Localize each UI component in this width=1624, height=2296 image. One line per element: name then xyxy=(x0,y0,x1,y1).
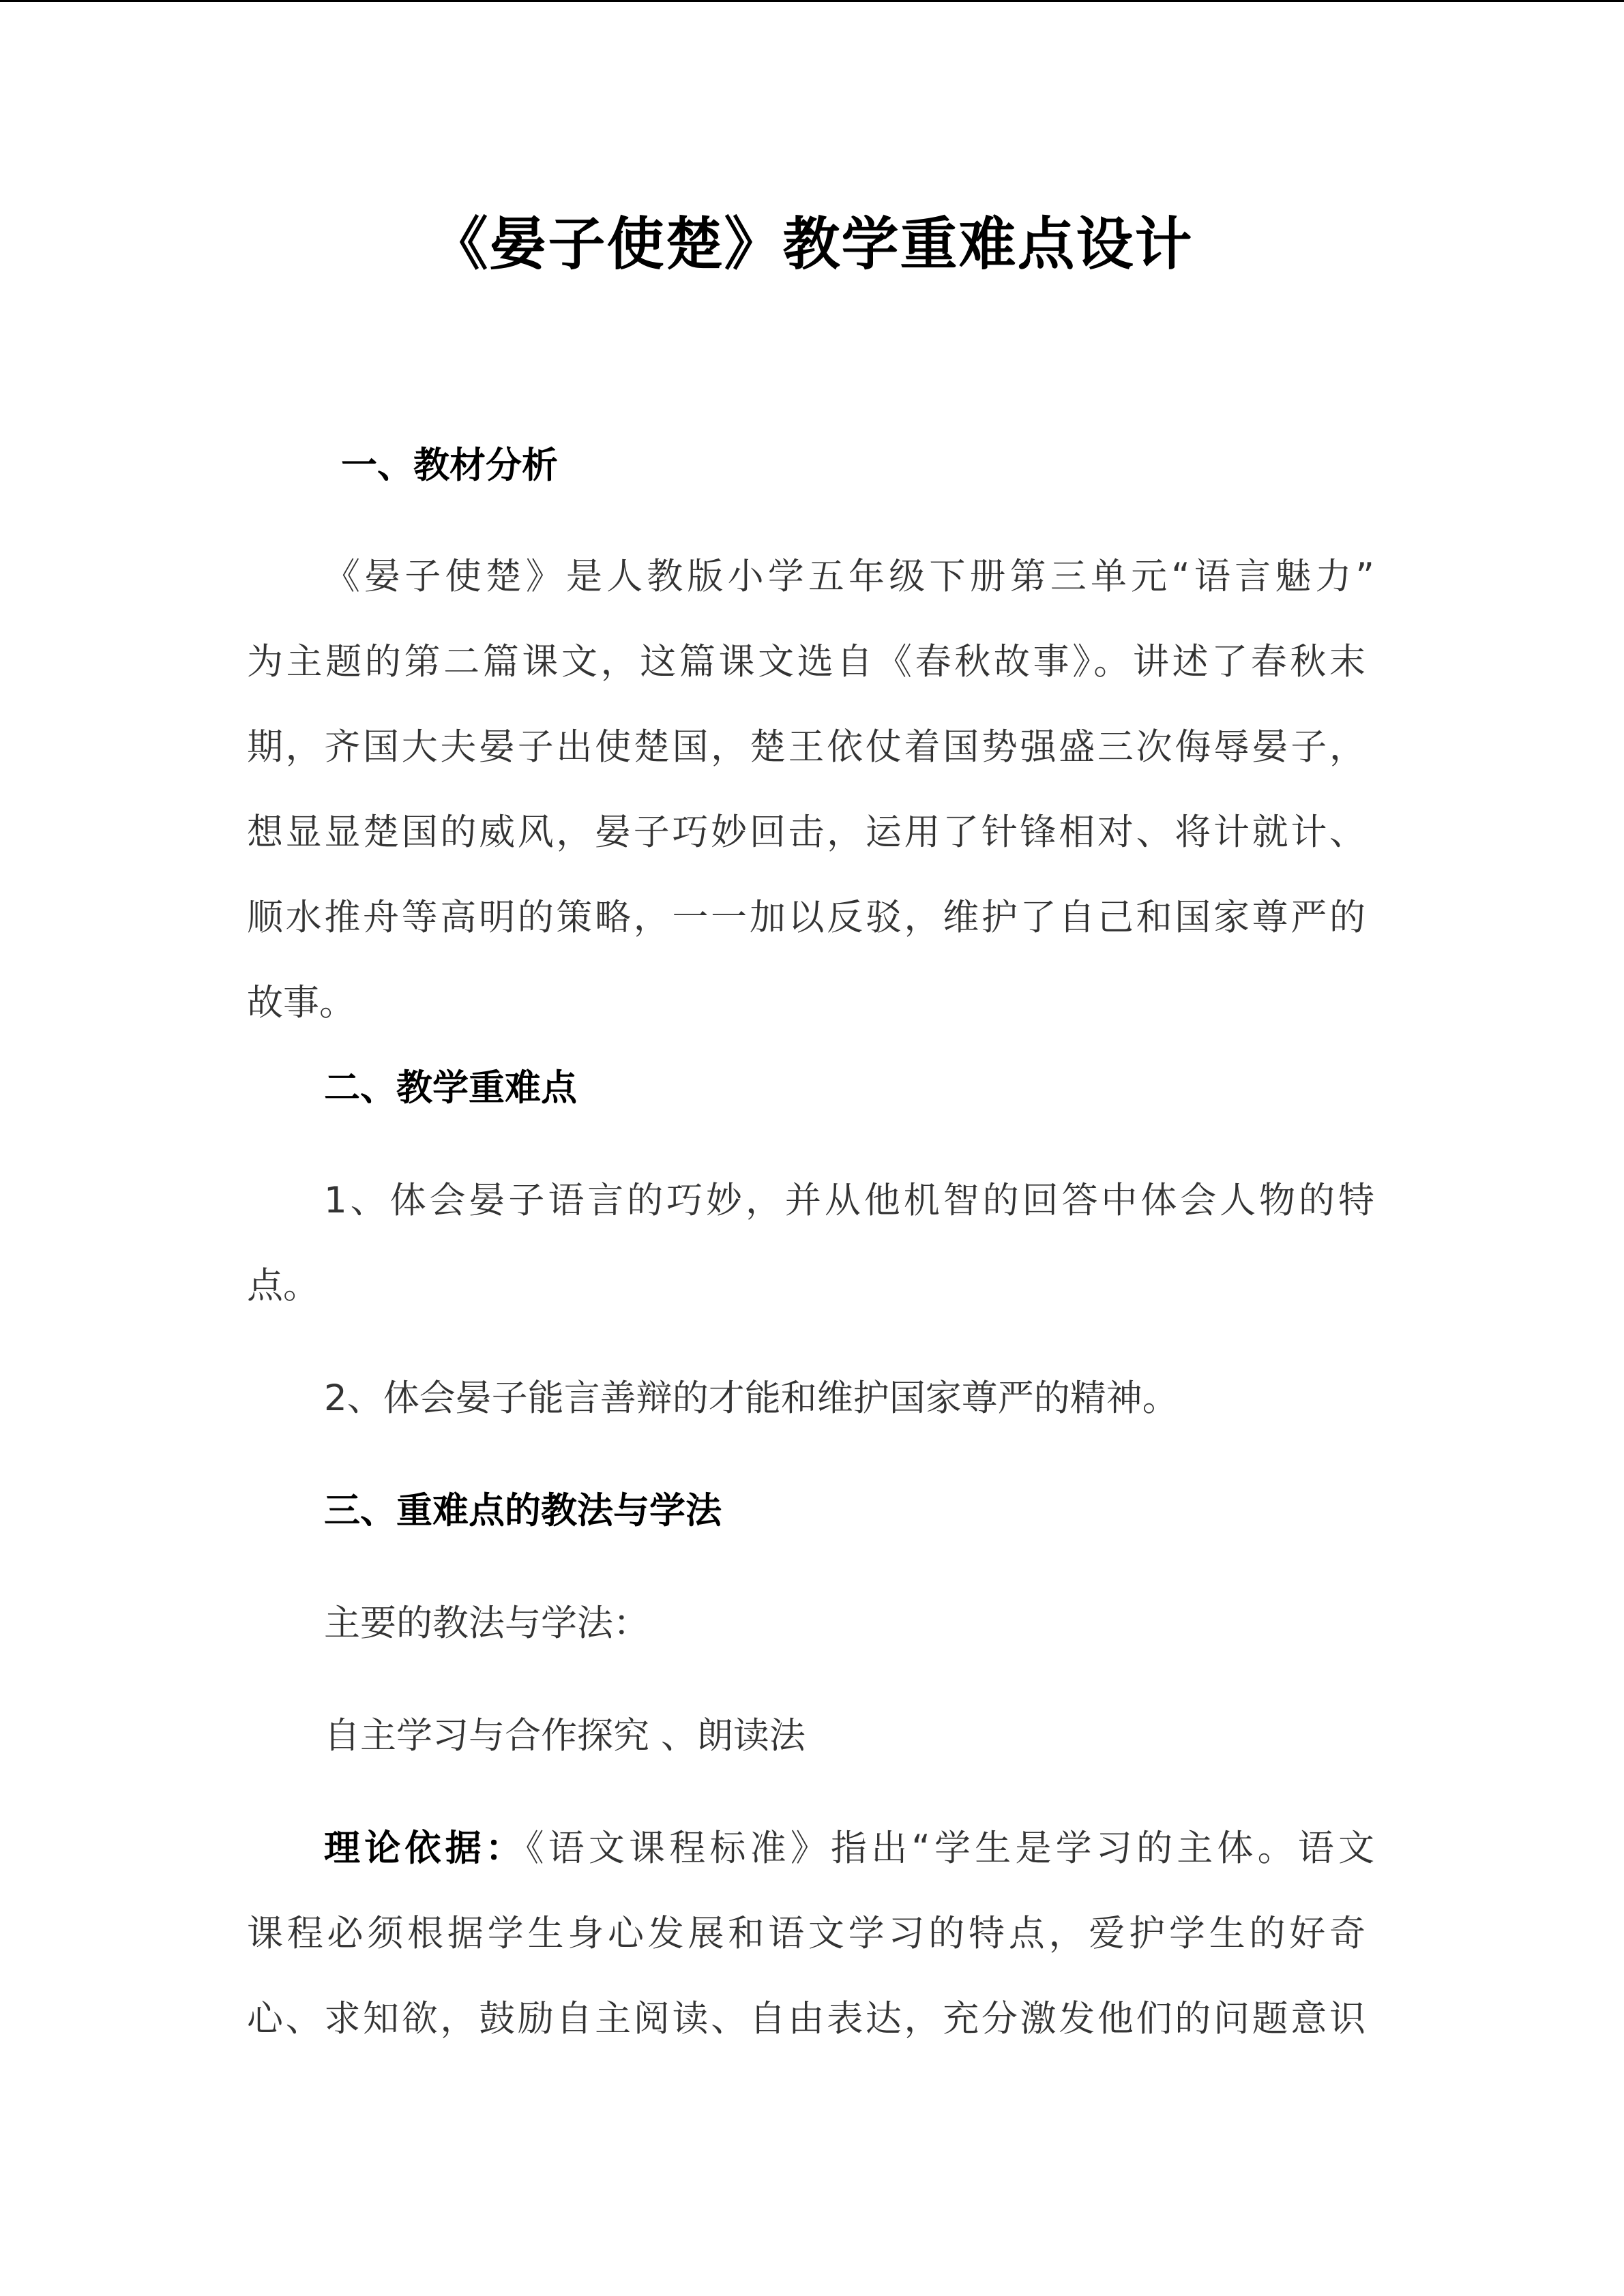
basis-text: 《语文课程标准》指出“学生是学习的主体。语文 xyxy=(525,1828,1374,1869)
paragraph-line: 《晏子使楚》是人教版小学五年级下册第三单元“语言魅力” xyxy=(324,556,1374,597)
document-title: 《晏子使楚》教学重难点设计 xyxy=(430,210,1194,278)
methods-label: 主要的教法与学法： xyxy=(324,1602,649,1644)
paragraph-line: 故事。 xyxy=(247,982,355,1024)
basis-line: 课程必须根据学生身心发展和语文学习的特点，爱护学生的好奇 xyxy=(247,1913,1365,1954)
paragraph-line: 为主题的第二篇课文，这篇课文选自《春秋故事》。讲述了春秋末 xyxy=(247,641,1365,683)
basis-line: 心、求知欲，鼓励自主阅读、自由表达，充分激发他们的问题意识 xyxy=(247,1998,1365,2040)
paragraph-line: 期，齐国大夫晏子出使楚国，楚王依仗着国势强盛三次侮辱晏子， xyxy=(247,726,1365,768)
paragraph-line: 想显显楚国的威风，晏子巧妙回击，运用了针锋相对、将计就计、 xyxy=(247,811,1365,853)
section-heading-analysis: 一、教材分析 xyxy=(341,445,558,486)
basis-label: 理论依据： xyxy=(324,1828,526,1869)
section-heading-methods: 三、重难点的教法与学法 xyxy=(324,1490,722,1532)
key-point-1-line: 点。 xyxy=(247,1265,319,1307)
key-point-2: 2、体会晏子能言善辩的才能和维护国家尊严的精神。 xyxy=(324,1377,1179,1419)
basis-first-line xyxy=(324,1821,1374,1876)
methods-text: 自主学习与合作探究 、朗读法 xyxy=(324,1715,806,1757)
paragraph-line: 顺水推舟等高明的策略，一一加以反驳，维护了自己和国家尊严的 xyxy=(247,897,1365,938)
section-heading-key-points: 二、教学重难点 xyxy=(324,1067,577,1109)
key-point-1-line: 1、体会晏子语言的巧妙，并从他机智的回答中体会人物的特 xyxy=(324,1180,1374,1221)
